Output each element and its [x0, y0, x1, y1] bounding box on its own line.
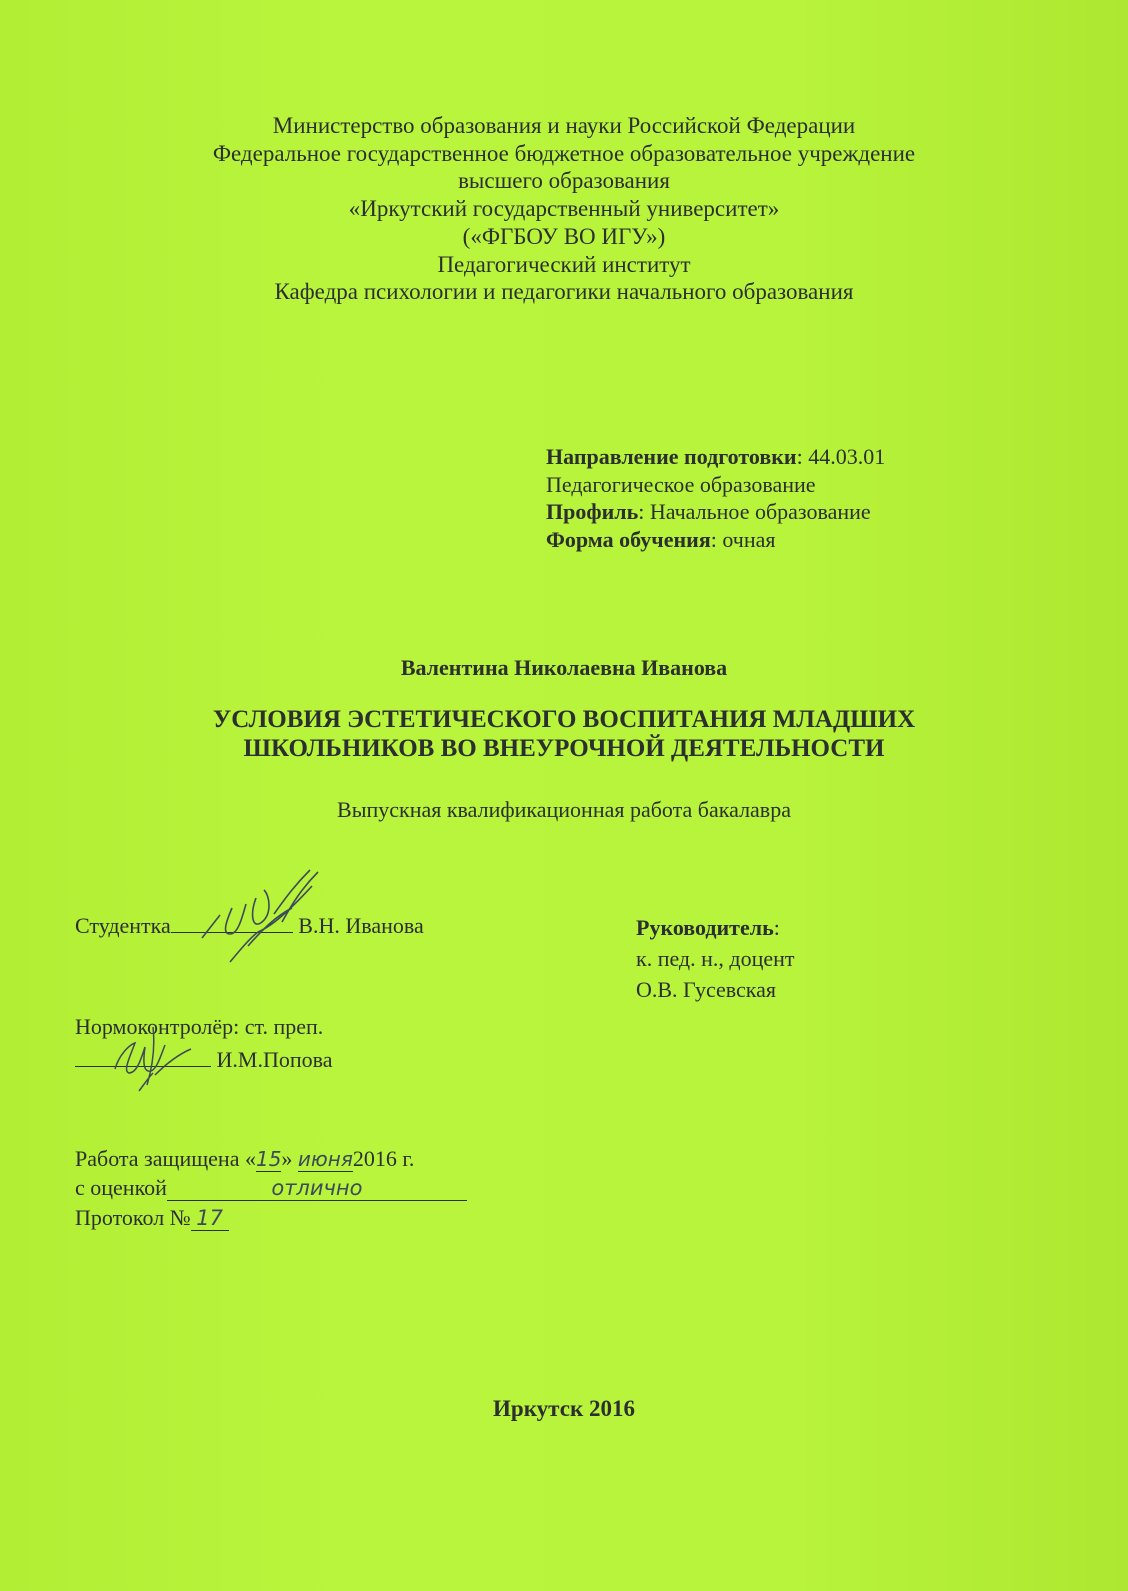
- header-line-institute: Педагогический институт: [437, 251, 691, 277]
- defense-mid: »: [281, 1146, 298, 1171]
- city-year: Иркутск 2016: [493, 1396, 635, 1421]
- supervisor-name: О.В. Гусевская: [636, 977, 777, 1002]
- protocol-number: 17: [191, 1206, 229, 1231]
- supervisor-heading: [636, 912, 795, 943]
- supervisor-colon: :: [773, 915, 780, 940]
- work-type: Выпускная квалификационная работа бакалавра: [337, 797, 791, 822]
- defense-prefix: Работа защищена «: [75, 1146, 256, 1171]
- profile-label: Профиль: [546, 499, 639, 524]
- header-line-university: «Иркутский государственный университет»: [348, 196, 780, 222]
- supervisor-block: [636, 912, 795, 1005]
- header-line-abbreviation: («ФГБОУ ВО ИГУ»): [462, 223, 666, 249]
- thesis-title: [0, 705, 1128, 763]
- header-line-education-level: высшего образования: [458, 168, 670, 194]
- protocol-line: [75, 1205, 229, 1231]
- grade-label: с оценкой: [75, 1175, 167, 1200]
- form-value: : очная: [710, 526, 776, 552]
- header-line-ministry: Министерство образования и науки Российской Федерации: [272, 113, 856, 138]
- student-label: Студентка: [75, 913, 171, 938]
- direction-value-name: Педагогическое образование: [546, 471, 816, 497]
- student-signature: [192, 860, 332, 970]
- author-name: Валентина Николаевна Иванова: [400, 655, 728, 680]
- defense-day: 15: [255, 1147, 282, 1171]
- protocol-label: Протокол №: [75, 1205, 191, 1230]
- direction-line: [546, 443, 885, 471]
- defense-line: [75, 1146, 414, 1172]
- thesis-title-line-2: ШКОЛЬНИКОВ ВО ВНЕУРОЧНОЙ ДЕЯТЕЛЬНОСТИ: [243, 735, 885, 762]
- form-line: [546, 526, 885, 554]
- profile-line: [546, 498, 885, 526]
- supervisor-label: Руководитель: [636, 915, 774, 940]
- institution-header: [0, 112, 1128, 306]
- profile-value: : Начальное образование: [638, 499, 871, 524]
- thesis-title-line-1: УСЛОВИЯ ЭСТЕТИЧЕСКОГО ВОСПИТАНИЯ МЛАДШИХ: [212, 706, 916, 733]
- grade-line: [75, 1175, 467, 1201]
- header-line-department: Кафедра психологии и педагогики начального образования: [274, 279, 854, 305]
- student-name: В.Н. Иванова: [298, 913, 424, 938]
- normcontrol-label: Нормоконтролёр: ст. преп.: [75, 1014, 324, 1039]
- defense-year: 2016 г.: [352, 1146, 415, 1171]
- header-line-institution-type: Федеральное государственное бюджетное образовательное учреждение: [212, 140, 916, 166]
- program-info: [546, 443, 885, 553]
- direction-value: : 44.03.01: [796, 444, 886, 469]
- defense-month: июня: [297, 1147, 353, 1171]
- direction-label: Направление подготовки: [546, 444, 797, 469]
- normcontrol-name: И.М.Попова: [216, 1047, 333, 1072]
- grade-value: отлично: [167, 1176, 467, 1201]
- supervisor-degree: к. пед. н., доцент: [636, 946, 795, 971]
- form-label: Форма обучения: [546, 526, 711, 552]
- normcontrol-signature: [95, 1015, 205, 1095]
